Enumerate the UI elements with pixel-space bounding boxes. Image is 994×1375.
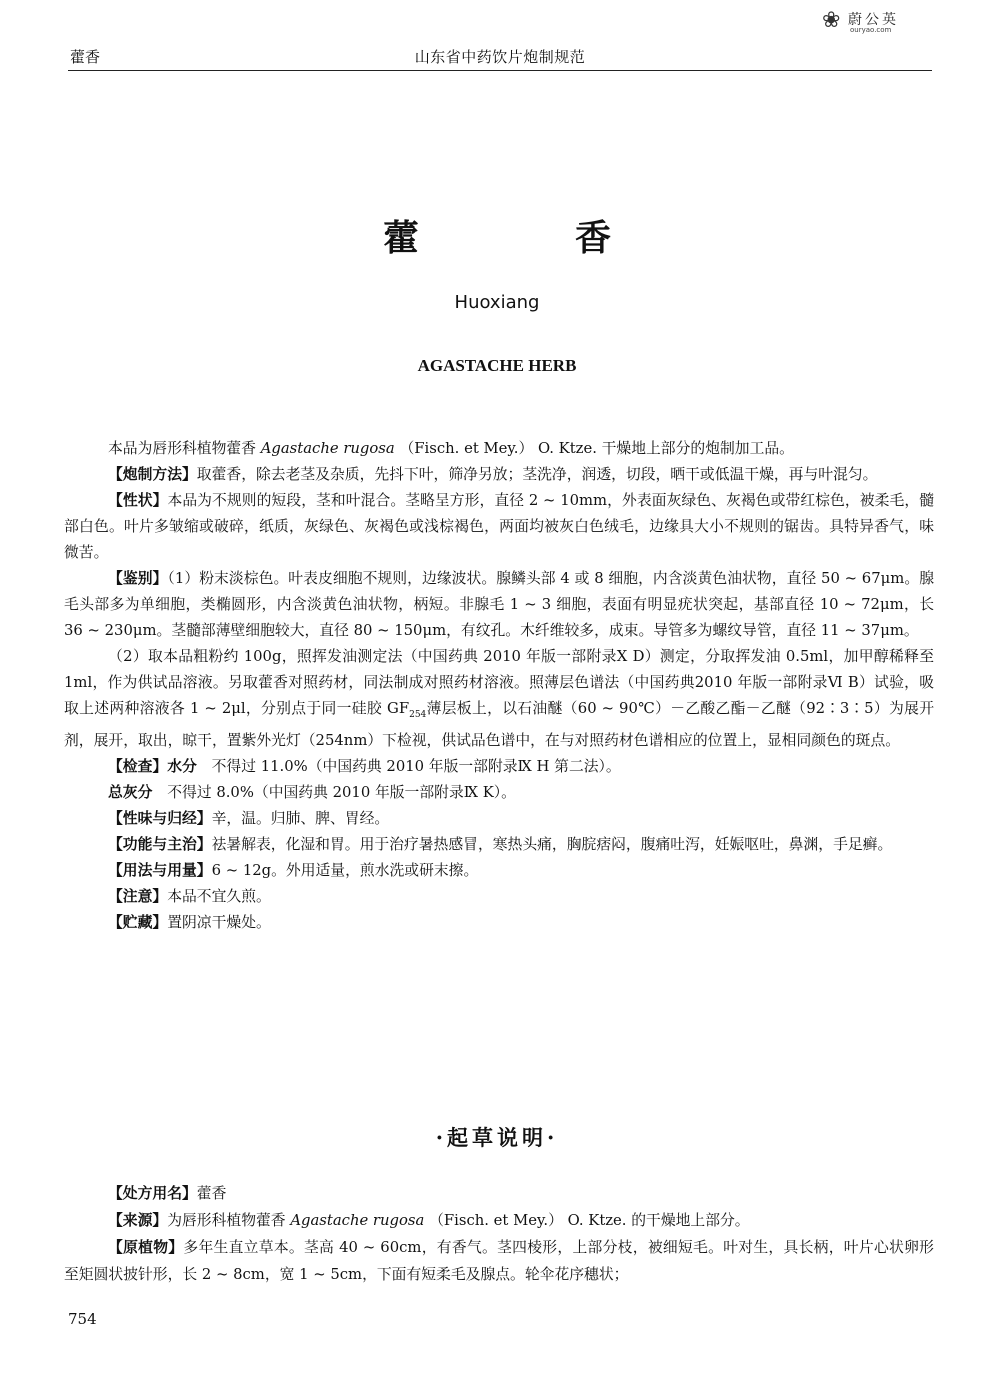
prescription-text: 藿香 — [196, 1185, 227, 1202]
intro-post: （Fisch. et Mey.） O. Ktze. 干燥地上部分的炮制加工品。 — [399, 440, 794, 457]
nature-text: 辛，温。归肺、脾、胃经。 — [211, 809, 390, 827]
function-label: 【功能与主治】 — [108, 835, 212, 853]
identification-paragraph-2 — [64, 644, 934, 754]
nature-label: 【性味与归经】 — [108, 809, 212, 827]
character-paragraph — [64, 488, 934, 566]
prescription-paragraph — [64, 1180, 934, 1207]
drafting-notes-body — [64, 1180, 934, 1288]
identification-text-2b: 薄层板上，以石油醚（60 ~ 90℃）－乙酸乙酯－乙醚（92∶3∶5）为展开剂，展开，取出，晾干，置紫外光灯（254nm）下检视，供试品色谱中，在与对照药材色谱相应的位置上，显相同颜色的斑点。 — [64, 700, 934, 749]
header-book-title: 山东省中药饮片炮制规范 — [414, 48, 586, 66]
character-label: 【性状】 — [108, 492, 168, 509]
nature-paragraph — [64, 806, 934, 832]
inspection-label: 【检查】 — [108, 757, 168, 775]
usage-label: 【用法与用量】 — [108, 861, 212, 879]
source-paragraph — [64, 1207, 934, 1234]
source-pre: 为唇形科植物藿香 — [167, 1212, 286, 1229]
header-section-name: 藿香 — [70, 48, 101, 66]
title-pinyin: Huoxiang — [454, 292, 540, 313]
intro-species: Agastache rugosa — [260, 440, 395, 457]
page-number: 754 — [68, 1310, 97, 1328]
plant-text: 多年生直立草本。茎高 40 ~ 60cm，有香气。茎四棱形，上部分枝，被细短毛。叶对生，具长柄，叶片心状卵形至矩圆状披针形，长 2 ~ 8cm，宽 1 ~ 5cm，下面有短柔毛及腺点。轮伞花序穗状； — [64, 1239, 934, 1283]
ash-text: 不得过 8.0%（中国药典 2010 年版一部附录Ⅸ K）。 — [167, 783, 516, 801]
flower-icon: ❀ — [822, 8, 841, 33]
inspection-paragraph — [64, 754, 934, 780]
source-label: 【来源】 — [108, 1212, 168, 1229]
watermark-url: ouryao.com — [850, 26, 892, 34]
identification-label: 【鉴别】 — [108, 570, 168, 587]
intro-pre: 本品为唇形科植物藿香 — [108, 440, 256, 457]
source-post: （Fisch. et Mey.） O. Ktze. 的干燥地上部分。 — [429, 1212, 750, 1229]
caution-label: 【注意】 — [108, 887, 168, 905]
usage-text: 6 ~ 12g。外用适量，煎水洗或研末擦。 — [211, 861, 479, 879]
caution-text: 本品不宜久煎。 — [167, 887, 271, 905]
watermark-name: 蔚公英 — [848, 12, 899, 28]
prescription-label: 【处方用名】 — [108, 1185, 197, 1202]
water-text: 不得过 11.0%（中国药典 2010 年版一部附录Ⅸ H 第二法）。 — [211, 757, 621, 775]
intro-paragraph — [64, 436, 934, 462]
function-text: 祛暑解表，化湿和胃。用于治疗暑热感冒，寒热头痛，胸脘痞闷，腹痛吐泻，妊娠呕吐，鼻渊，手足癣。 — [211, 835, 893, 853]
ash-paragraph — [64, 780, 934, 806]
source-species: Agastache rugosa — [290, 1212, 425, 1229]
drafting-notes-heading: ·起草说明· — [435, 1125, 559, 1150]
plant-paragraph — [64, 1234, 934, 1288]
processing-label: 【炮制方法】 — [108, 466, 197, 483]
identification-subscript: 254 — [409, 709, 427, 720]
ash-label: 总灰分 — [108, 783, 153, 801]
storage-label: 【贮藏】 — [108, 913, 168, 931]
page-header — [68, 44, 932, 71]
title-latin: AGASTACHE HERB — [417, 356, 577, 375]
storage-paragraph — [64, 910, 934, 936]
identification-paragraph-1 — [64, 566, 934, 644]
identification-text-2a: （2）取本品粗粉约 100g，照挥发油测定法（中国药典 2010 年版一部附录Ⅹ D）测定，分取挥发油 0.5ml，加甲醇稀释至 1ml，作为供试品溶液。另取藿香对照药材，同法制成对照药材溶液。照薄层色谱法（中国药典2010 年版一部附录Ⅵ B）试验，吸取上述两种溶液各 1 ~ 2μl，分别点于同一硅胶 GF — [64, 648, 934, 717]
monograph-body — [64, 436, 934, 936]
caution-paragraph — [64, 884, 934, 910]
identification-text-1: （1）粉末淡棕色。叶表皮细胞不规则，边缘波状。腺鳞头部 4 或 8 细胞，内含淡黄色油状物，直径 50 ~ 67μm。腺毛头部多为单细胞，类椭圆形，内含淡黄色油状物，柄短。非腺毛 1 ~ 3 细胞，表面有明显疣状突起，基部直径 10 ~ 72μm，长 36 ~ 230μm。茎髓部薄壁细胞较大，直径 80 ~ 150μm，有纹孔。木纤维较多，成束。导管多为螺纹导管，直径 11 ~ 37μm。 — [64, 570, 934, 639]
water-label: 水分 — [167, 757, 197, 775]
processing-text: 取藿香，除去老茎及杂质，先抖下叶，筛净另放；茎洗净，润透，切段，晒干或低温干燥，再与叶混匀。 — [196, 466, 878, 483]
function-paragraph — [64, 832, 934, 858]
storage-text: 置阴凉干燥处。 — [167, 913, 271, 931]
plant-label: 【原植物】 — [108, 1239, 184, 1256]
character-text: 本品为不规则的短段，茎和叶混合。茎略呈方形，直径 2 ~ 10mm，外表面灰绿色、灰褐色或带红棕色，被柔毛，髓部白色。叶片多皱缩或破碎，纸质，灰绿色、灰褐色或浅棕褐色，两面均被灰白色绒毛，边缘具大小不规则的锯齿。具特异香气，味微苦。 — [64, 492, 934, 561]
processing-paragraph — [64, 462, 934, 488]
watermark-logo — [822, 8, 932, 36]
usage-paragraph — [64, 858, 934, 884]
title-chinese: 藿 香 — [382, 217, 671, 259]
